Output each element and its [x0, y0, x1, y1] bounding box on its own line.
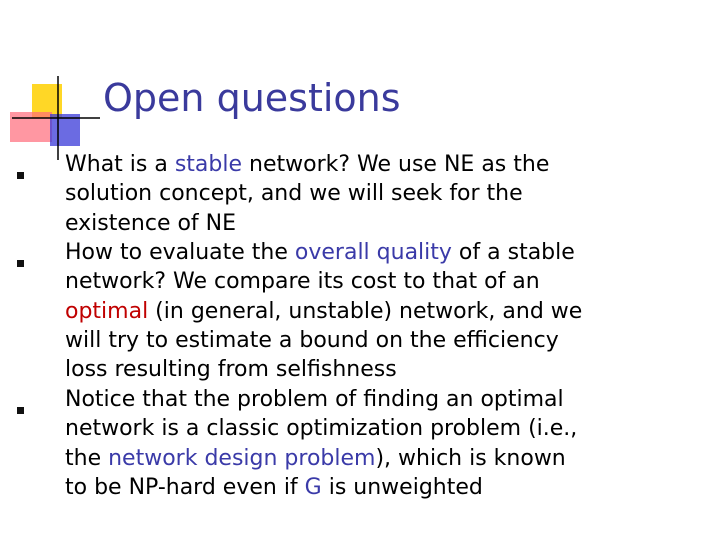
square-bullet-icon: [17, 407, 24, 414]
square-bullet-icon: [17, 172, 24, 179]
bullet-line: [65, 385, 705, 414]
highlighted-term: overall quality: [294, 240, 452, 265]
text-run: solution concept, and we will seek for the: [65, 181, 523, 207]
text-run: ), which is known: [375, 445, 566, 471]
bullet-line: [65, 444, 705, 473]
bullet-line: [65, 414, 705, 443]
text-run: of a stable: [451, 240, 575, 265]
bullet-line: [65, 179, 705, 208]
square-bullet-icon: [17, 260, 24, 267]
text-run: network? We compare its cost to that of an: [65, 269, 540, 295]
text-run: (in general, unstable) network, and we: [148, 298, 583, 324]
text-run: will try to estimate a bound on the efficiency: [65, 327, 559, 353]
bullet-text: [65, 238, 705, 384]
text-run: the: [65, 445, 109, 471]
pink-square: [10, 112, 52, 142]
text-run: loss resulting from selfishness: [65, 357, 397, 383]
bullet-line: [65, 238, 705, 267]
decorative-squares: [0, 0, 100, 160]
text-run: is unweighted: [321, 474, 483, 500]
slide-title: Open questions: [103, 76, 401, 120]
highlighted-term: G: [304, 474, 322, 500]
bullet-text: [65, 150, 705, 238]
bullet-text: [65, 385, 705, 502]
blue-square: [50, 114, 80, 146]
bullet-line: [65, 209, 705, 238]
bullet-line: [65, 267, 705, 296]
text-run: What is a: [65, 152, 175, 177]
text-run: network is a classic optimization problem (i.e.,: [65, 416, 578, 442]
bullet-line: [65, 326, 705, 355]
highlighted-term: network design problem: [108, 445, 376, 471]
text-run: to be NP-hard even if: [65, 474, 305, 500]
bullet-line: [65, 150, 705, 179]
bullet-line: [65, 355, 705, 384]
text-run: existence of NE: [65, 210, 237, 236]
highlighted-term: stable: [174, 152, 243, 177]
bullet-line: [65, 297, 705, 326]
bullet-line: [65, 473, 705, 502]
text-run: How to evaluate the: [65, 240, 295, 265]
highlighted-term: optimal: [65, 298, 149, 324]
text-run: network? We use NE as the: [242, 152, 550, 177]
text-run: Notice that the problem of finding an optimal: [65, 387, 564, 412]
